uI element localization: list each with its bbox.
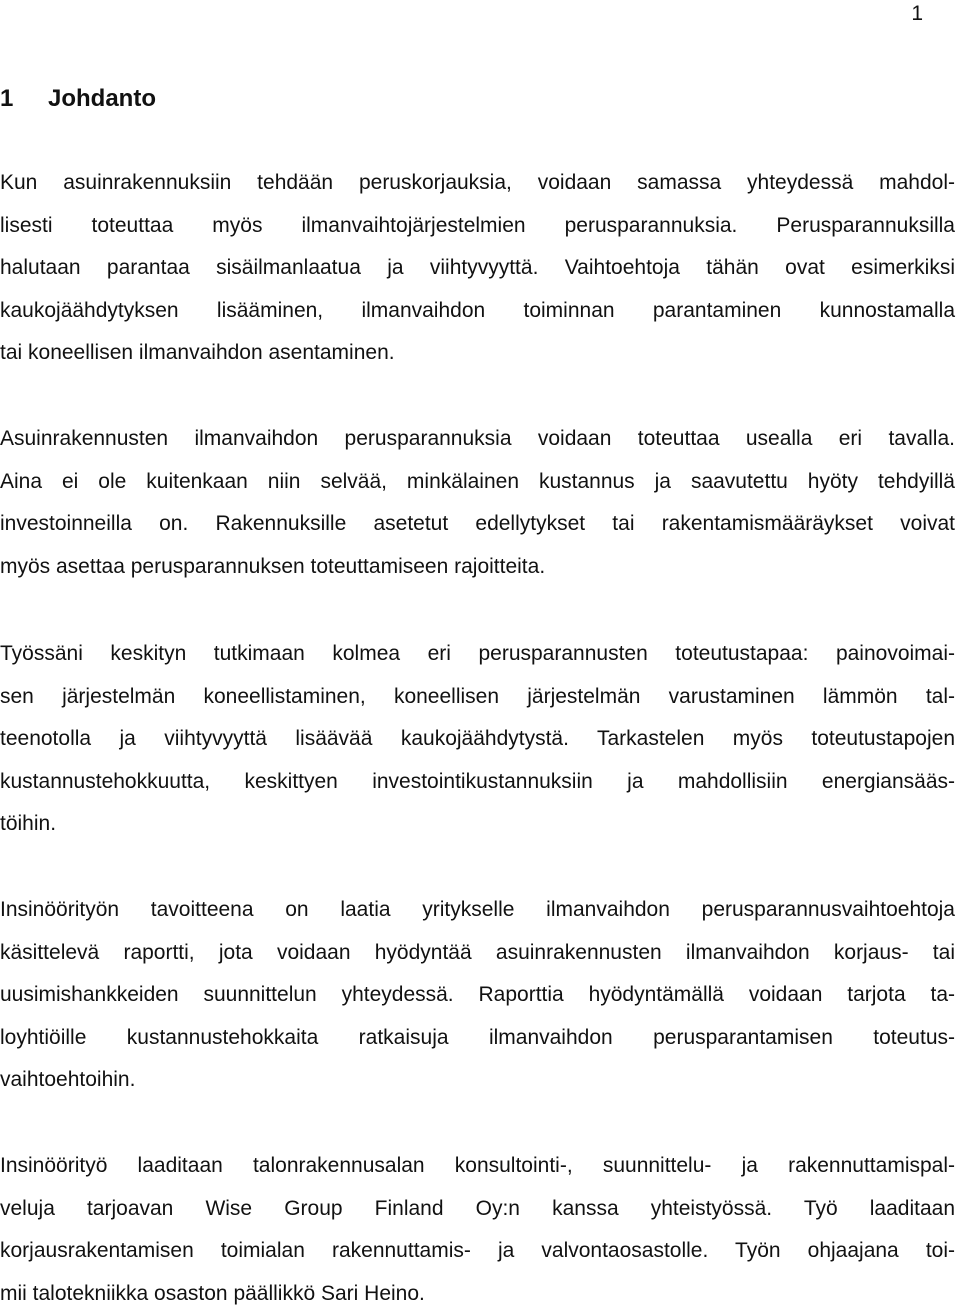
- text-line: Asuinrakennusten ilmanvaihdon perusparannuksia voidaan toteuttaa usealla eri tavalla.: [0, 427, 955, 450]
- text-line: korjausrakentamisen toimialan rakennuttamis- ja valvontaosastolle. Työn ohjaajana toi-: [0, 1239, 955, 1263]
- text-line: töihin.: [0, 812, 57, 836]
- text-line: myös asettaa perusparannuksen toteuttamiseen rajoitteita.: [0, 554, 546, 578]
- text-line: Aina ei ole kuitenkaan niin selvää, minkälainen kustannus ja saavutettu hyöty tehdyillä: [0, 469, 955, 493]
- text-line: teenotolla ja viihtyvyyttä lisäävää kaukojäähdytystä. Tarkastelen myös toteutustapojen: [0, 727, 955, 751]
- text-line: Insinöörityön tavoitteena on laatia yritykselle ilmanvaihdon perusparannusvaihtoehtoja: [0, 898, 955, 921]
- heading-number: 1: [0, 85, 14, 112]
- text-line: halutaan parantaa sisäilmanlaatua ja viihtyvyyttä. Vaihtoehtoja tähän ovat esimerkiksi: [0, 256, 955, 280]
- text-line: käsittelevä raportti, jota voidaan hyödyntää asuinrakennusten ilmanvaihdon korjaus- tai: [0, 940, 955, 964]
- text-line: Insinöörityö laaditaan talonrakennusalan konsultointi-, suunnittelu- ja rakennuttamispal-: [0, 1154, 955, 1177]
- paragraph-5: [0, 1145, 955, 1315]
- text-line: investoinneilla on. Rakennuksille asetetut edellytykset tai rakentamismääräykset voivat: [0, 512, 955, 536]
- paragraph-4: [0, 889, 955, 1102]
- text-line: Työssäni keskityn tutkimaan kolmea eri perusparannusten toteutustapaa: painovoimai-: [0, 642, 955, 665]
- text-line: uusimishankkeiden suunnittelun yhteydessä. Raporttia hyödyntämällä voidaan tarjota ta-: [0, 983, 955, 1007]
- text-line: vaihtoehtoihin.: [0, 1068, 136, 1092]
- text-line: kaukojäähdytyksen lisääminen, ilmanvaihdon toiminnan parantaminen kunnostamalla: [0, 298, 955, 322]
- paragraph-1: [0, 162, 955, 375]
- paragraph-3: [0, 633, 955, 846]
- text-line: lisesti toteuttaa myös ilmanvaihtojärjestelmien perusparannuksia. Perusparannuksilla: [0, 213, 955, 237]
- text-line: kustannustehokkuutta, keskittyen investointikustannuksiin ja mahdollisiin energiansääs-: [0, 769, 955, 793]
- paragraph-2: [0, 418, 955, 588]
- text-line: tai koneellisen ilmanvaihdon asentaminen.: [0, 341, 395, 365]
- text-line: veluja tarjoavan Wise Group Finland Oy:n kanssa yhteistyössä. Työ laaditaan: [0, 1196, 955, 1220]
- text-line: loyhtiöille kustannustehokkaita ratkaisuja ilmanvaihdon perusparantamisen toteutus-: [0, 1025, 955, 1049]
- section-heading: [0, 84, 156, 114]
- text-line: mii talotekniikka osaston päällikkö Sari Heino.: [0, 1281, 425, 1305]
- page-number: 1: [911, 2, 923, 25]
- text-line: sen järjestelmän koneellistaminen, koneellisen järjestelmän varustaminen lämmön tal-: [0, 684, 955, 708]
- heading-title: Johdanto: [48, 85, 156, 112]
- text-line: Kun asuinrakennuksiin tehdään peruskorjauksia, voidaan samassa yhteydessä mahdol-: [0, 171, 955, 194]
